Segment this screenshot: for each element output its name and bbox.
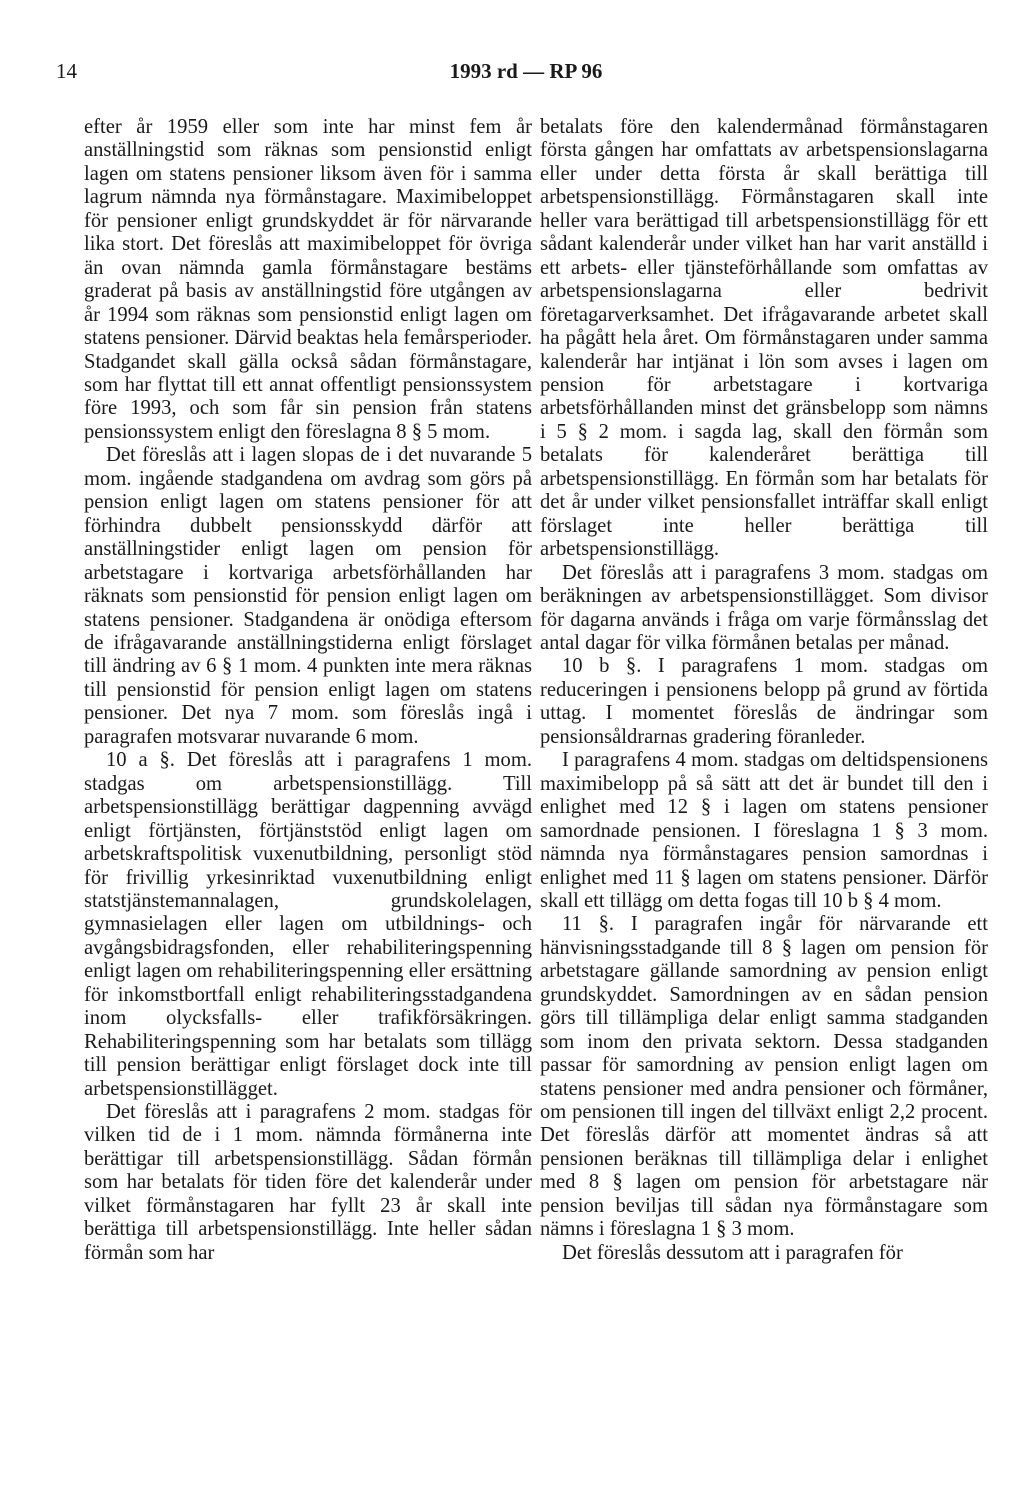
right-paragraph-6: Det föreslås dessutom att i paragrafen för — [562, 1241, 903, 1264]
right-paragraph-5: 11 §. I paragrafen ingår för närvarande ett hänvisningsstadgande till 8 § lagen om pension för arbetstagare gällande samordning av pension enligt grundskyddet. Samordningen av en sådan pension görs till tillämpliga delar enligt samma stadganden som inom den privata sektorn. Dessa stadganden passar för samordning av pension enligt lagen om statens pensioner med andra pensioner och förmåner, om pensionen till ingen del tillväxt enligt 2,2 procent. Det föreslås därför att momentet ändras så att pensionen beräknas till tillämpliga delar i enlighet med 8 § lagen om pension för arbetstagare när pension beviljas till sådan nya förmånstagare som nämns i föreslagna 1 § 3 mom. — [540, 913, 988, 1241]
left-paragraph-1: efter år 1959 eller som inte har minst fem år anställningstid som räknas som pensionstid enligt lagen om statens pensioner liksom även för i samma lagrum nämnda nya förmånstagare. Maximibeloppet för pensioner enligt grundskyddet är för närvarande lika stort. Det föreslås att maximibeloppet för övriga än ovan nämnda gamla förmånstagare bestäms graderat på basis av anställningstid före utgången av år 1994 som räknas som pensionstid enligt lagen om statens pensioner. Därvid beaktas hela femårsperioder. Stadgandet skall gälla också sådan förmånstagare, som har flyttat till ett annat offentligt pensionssystem före 1993, och som får sin pension från statens pensionssystem enligt den föreslagna 8 § 5 mom. — [84, 116, 532, 443]
left-paragraph-4: Det föreslås att i paragrafens 2 mom. stadgas för vilken tid de i 1 mom. nämnda förmånerna inte berättigar till arbetspensionstillägg. Sådan förmån som har betalats för tiden före det kalenderår under vilket förmånstagaren har fyllt 23 år skall inte berättiga till arbetspensionstillägg. Inte heller sådan förmån som har — [84, 1101, 532, 1264]
page-number: 14 — [56, 59, 77, 83]
right-paragraph-2: Det föreslås att i paragrafens 3 mom. stadgas om beräkningen av arbetspensionstillägget. Som divisor för dagarna används i fråga om varje förmånsslag det antal dagar för vilka förmånen betalas per månad. — [540, 561, 988, 654]
right-paragraph-3: 10 b §. I paragrafens 1 mom. stadgas om reduceringen i pensionens belopp på grund av förtida uttag. I momentet föreslås de ändringar som pensionsåldrarnas gradering föranleder. — [540, 655, 988, 748]
left-column — [84, 116, 532, 1265]
right-paragraph-4: I paragrafens 4 mom. stadgas om deltidspensionens maximibelopp på så sätt att det är bundet till den i enlighet med 12 § i lagen om statens pensioner samordnade pensionen. I föreslagna 1 § 3 mom. nämnda nya förmånstagares pension samordnas i enlighet med 11 § lagen om statens pensioner. Därför skall ett tillägg om detta fogas till 10 b § 4 mom. — [540, 749, 988, 912]
right-column — [540, 116, 988, 1265]
left-paragraph-3: 10 a §. Det föreslås att i paragrafens 1 mom. stadgas om arbetspensionstillägg. Till arbetspensionstillägg berättigar dagpenning avvägd enligt förtjänsten, förtjänststöd enligt lagen om arbetskraftspolitisk vuxenutbildning, personligt stöd för frivillig yrkesinriktad vuxenutbildning enligt statstjänstemannalagen, grundskolelagen, gymnasielagen eller lagen om utbildnings- och avgångsbidragsfonden, eller rehabiliteringspenning enligt lagen om rehabiliteringspenning eller ersättning för inkomstbortfall enligt rehabiliteringsstadgandena inom olycksfalls- eller trafikförsäkringen. Rehabiliteringspenning som har betalats som tillägg till pension berättigar enligt förslaget dock inte till arbetspensionstillägget. — [84, 749, 532, 1100]
left-paragraph-2: Det föreslås att i lagen slopas de i det nuvarande 5 mom. ingående stadgandena om avdrag som görs på pension enligt lagen om statens pensioner för att förhindra dubbelt pensionsskydd därför att anställningstider enligt lagen om pension för arbetstagare i kortvariga arbetsförhållanden har räknats som pensionstid för pension enligt lagen om statens pensioner. Stadgandena är onödiga eftersom de ifrågavarande anställningstiderna enligt förslaget till ändring av 6 § 1 mom. 4 punkten inte mera räknas till pensionstid för pension enligt lagen om statens pensioner. Det nya 7 mom. som föreslås ingå i paragrafen motsvarar nuvarande 6 mom. — [84, 444, 532, 748]
right-paragraph-1: betalats före den kalendermånad förmånstagaren första gången har omfattats av arbetspensionslagarna eller under detta första år skall berättiga till arbetspensionstillägg. Förmånstagaren skall inte heller vara berättigad till arbetspensionstillägg för ett sådant kalenderår under vilket han har varit anställd i ett arbets- eller tjänsteförhållande som omfattas av arbetspensionslagarna eller bedrivit företagarverksamhet. Det ifrågavarande arbetet skall ha pågått hela året. Om förmånstagaren under samma kalenderår har intjänat i lön som avses i lagen om pension för arbetstagare i kortvariga arbetsförhållanden minst det gränsbelopp som nämns i 5 § 2 mom. i sagda lag, skall den förmån som betalats för kalenderåret berättiga till arbetspensionstillägg. En förmån som har betalats för det år under vilket pensionsfallet inträffar skall enligt förslaget inte heller berättiga till arbetspensionstillägg. — [540, 116, 988, 561]
running-head: 1993 rd — RP 96 — [449, 59, 603, 83]
